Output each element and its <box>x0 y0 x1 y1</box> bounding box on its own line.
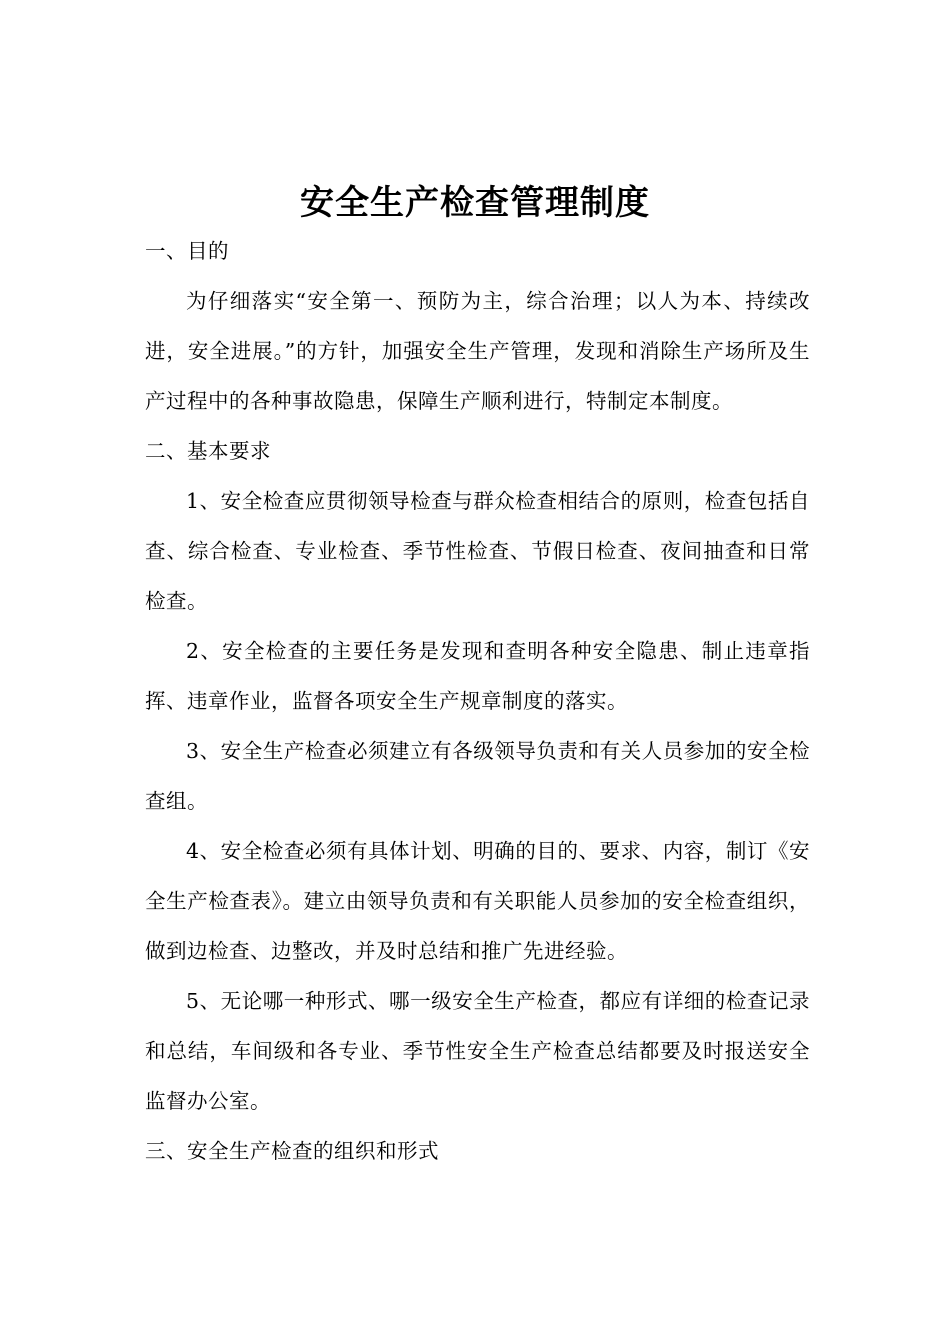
section-heading-organization: 三、安全生产检查的组织和形式 <box>145 1139 439 1163</box>
document-body <box>145 226 810 1176</box>
purpose-paragraph: 为仔细落实“安全第一、预防为主，综合治理；以人为本、持续改进，安全进展。”的方针，加强安全生产管理，发现和消除生产场所及生产过程中的各种事故隐患，保障生产顺利进行，特制定本制度。 <box>145 289 810 413</box>
requirement-item-1: 1、安全检查应贯彻领导检查与群众检查相结合的原则，检查包括自查、综合检查、专业检查、季节性检查、节假日检查、夜间抽查和日常检查。 <box>145 489 810 613</box>
requirement-item-3: 3、安全生产检查必须建立有各级领导负责和有关人员参加的安全检查组。 <box>145 739 810 813</box>
section-heading-requirements: 二、基本要求 <box>145 439 271 463</box>
section-heading-purpose: 一、目的 <box>145 239 229 263</box>
requirement-item-5: 5、无论哪一种形式、哪一级安全生产检查，都应有详细的检查记录和总结，车间级和各专业、季节性安全生产检查总结都要及时报送安全监督办公室。 <box>145 989 810 1113</box>
requirement-item-4: 4、安全检查必须有具体计划、明确的目的、要求、内容，制订《安全生产检查表》。建立由领导负责和有关职能人员参加的安全检查组织，做到边检查、边整改，并及时总结和推广先进经验。 <box>145 839 810 963</box>
document-title: 安全生产检查管理制度 <box>300 183 650 223</box>
requirement-item-2: 2、安全检查的主要任务是发现和查明各种安全隐患、制止违章指挥、违章作业，监督各项安全生产规章制度的落实。 <box>145 639 810 713</box>
